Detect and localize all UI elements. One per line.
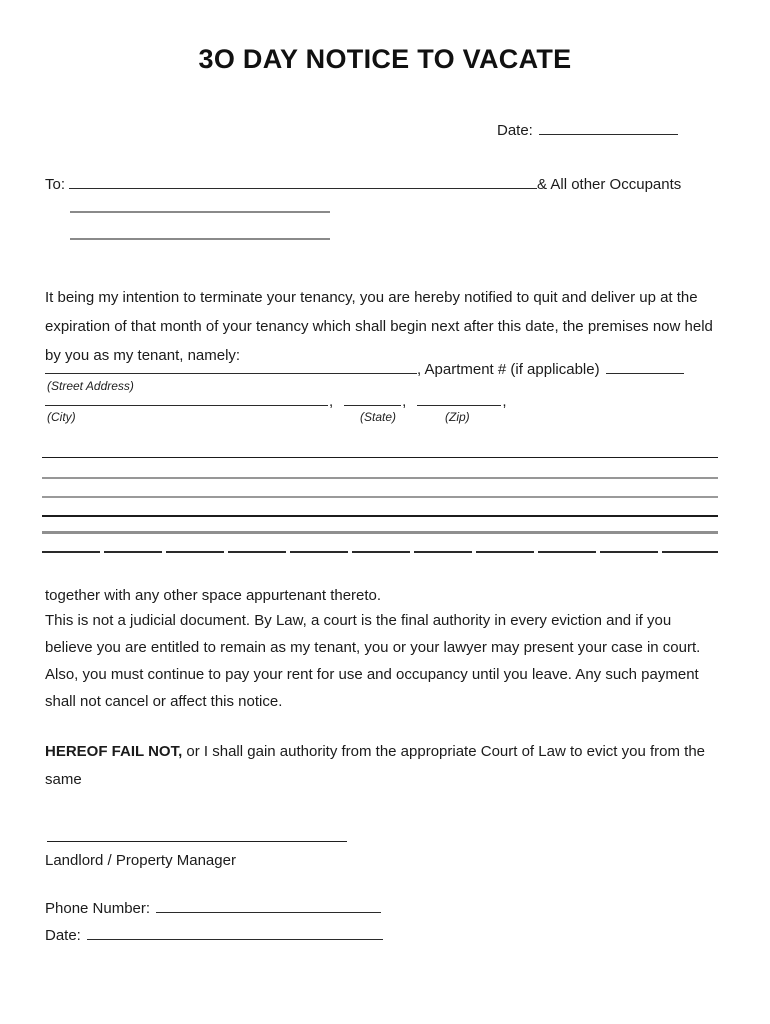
occupants-suffix: & All other Occupants <box>537 176 682 193</box>
page-title: 3O DAY NOTICE TO VACATE <box>198 44 572 74</box>
date-row-top <box>497 121 678 139</box>
hereof-line-1 <box>45 738 735 766</box>
together-text: together with any other space appurtenant thereto. <box>45 587 382 604</box>
judicial-paragraph <box>45 607 735 715</box>
apartment-number-blank[interactable] <box>606 360 684 374</box>
phone-row <box>45 899 381 917</box>
state-blank[interactable] <box>344 392 401 406</box>
description-line-6[interactable] <box>42 551 718 553</box>
apartment-label: , Apartment # (if applicable) <box>417 361 600 378</box>
city-state-zip-row <box>45 392 508 410</box>
street-address-row <box>45 360 684 378</box>
description-line-1[interactable] <box>42 457 718 458</box>
judicial-line: shall not cancel or affect this notice. <box>45 693 283 710</box>
intro-paragraph <box>45 283 735 370</box>
street-address-blank[interactable] <box>45 360 417 374</box>
judicial-line: Also, you must continue to pay your rent for use and occupancy until you leave. Any such payment <box>45 666 699 683</box>
separator-comma: , <box>402 393 407 410</box>
city-caption: (City) <box>47 410 76 424</box>
bottom-date-label: Date: <box>45 927 81 944</box>
date-row-bottom <box>45 926 383 944</box>
hereof-paragraph <box>45 738 735 794</box>
date-label: Date: <box>497 122 533 139</box>
hereof-bold-text: HEREOF FAIL NOT, <box>45 743 183 760</box>
hereof-line-2: same <box>45 771 82 788</box>
separator-comma: , <box>502 393 507 410</box>
to-row <box>45 175 681 193</box>
to-field-blank[interactable] <box>69 175 537 189</box>
bottom-date-blank[interactable] <box>87 926 383 940</box>
street-address-caption: (Street Address) <box>47 379 134 393</box>
state-caption: (State) <box>360 410 397 424</box>
description-line-4[interactable] <box>42 515 718 517</box>
phone-number-blank[interactable] <box>156 899 381 913</box>
description-line-3[interactable] <box>42 496 718 498</box>
city-blank[interactable] <box>45 392 328 406</box>
to-label: To: <box>45 176 66 193</box>
zip-blank[interactable] <box>417 392 501 406</box>
signature-caption: Landlord / Property Manager <box>45 852 236 869</box>
hereof-rest-text: or I shall gain authority from the appropriate Court of Law to evict you from the <box>186 743 705 760</box>
description-line-2[interactable] <box>42 477 718 479</box>
date-field-blank[interactable] <box>539 121 678 135</box>
judicial-line: This is not a judicial document. By Law, a court is the final authority in every eviction and if you <box>45 612 672 629</box>
zip-caption: (Zip) <box>445 410 470 424</box>
intro-line: expiration of that month of your tenancy which shall begin next after this date, the premises now held <box>45 318 713 335</box>
occupant-line-2[interactable] <box>70 238 330 240</box>
description-line-5[interactable] <box>42 531 718 534</box>
judicial-line: believe you are entitled to remain as my tenant, you or your lawyer may present your case in court. <box>45 639 701 656</box>
signature-blank[interactable] <box>47 841 347 842</box>
intro-line: It being my intention to terminate your tenancy, you are hereby notified to quit and deliver up at the <box>45 289 698 306</box>
intro-line: by you as my tenant, namely: <box>45 347 241 364</box>
phone-label: Phone Number: <box>45 900 151 917</box>
separator-comma: , <box>329 393 334 410</box>
occupant-line-1[interactable] <box>70 211 330 213</box>
